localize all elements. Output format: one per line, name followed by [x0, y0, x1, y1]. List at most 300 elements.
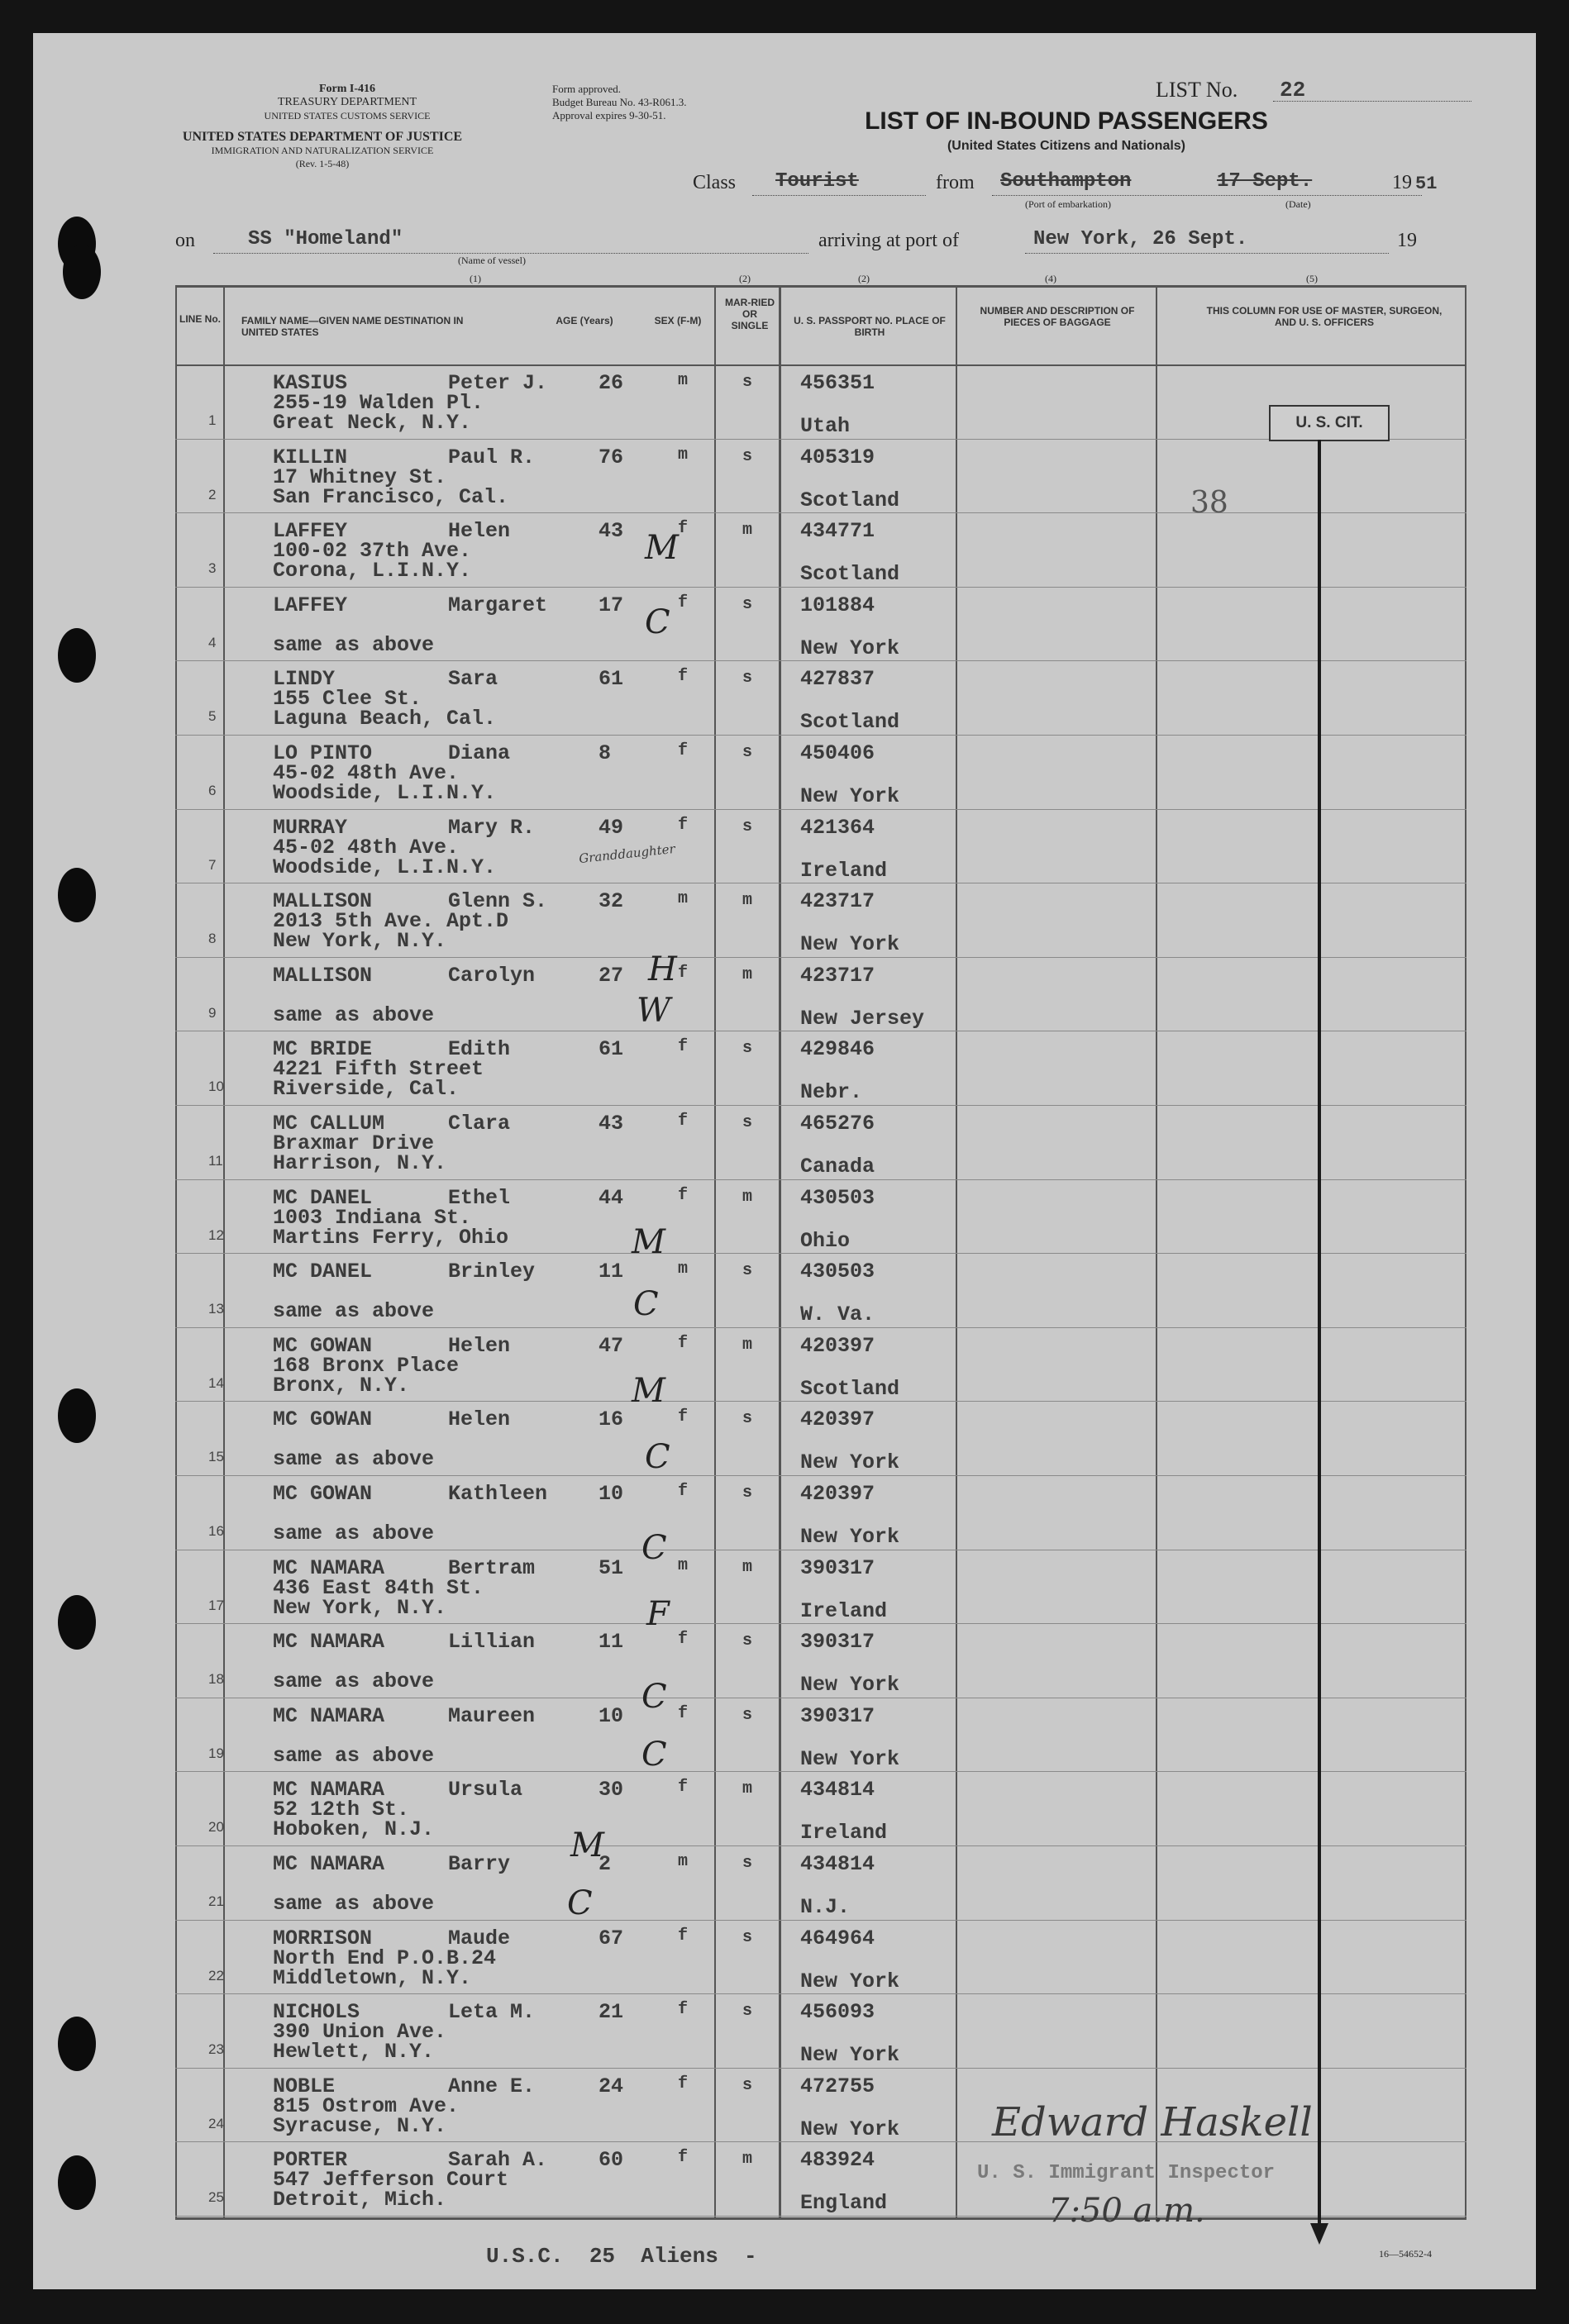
place-of-birth: New York [800, 636, 900, 660]
arrival-port: New York, 26 Sept. [1033, 228, 1248, 250]
class-label: Class [693, 172, 737, 193]
given-name: Sarah A. [448, 2148, 548, 2173]
line-number: 25 [208, 2189, 224, 2206]
granddaughter-note: Granddaughter [578, 841, 676, 867]
sex: m [678, 1260, 689, 1279]
passport-number: 450406 [800, 741, 875, 765]
passport-number: 430503 [800, 1185, 875, 1210]
address-line-2: Hewlett, N.Y. [273, 2040, 435, 2064]
marital-status: s [742, 1113, 753, 1132]
table-row [175, 1993, 1466, 2069]
marital-status: m [742, 1557, 753, 1577]
marital-status: s [742, 1261, 753, 1281]
marital-status: m [742, 1335, 753, 1355]
place-of-birth: Ireland [800, 858, 888, 883]
given-name: Clara [448, 1112, 511, 1136]
sex: f [678, 667, 689, 687]
address-line-1: 17 Whitney St. [273, 464, 447, 489]
line-number: 17 [208, 1597, 224, 1613]
binder-hole [58, 1595, 96, 1650]
sex: f [678, 1630, 689, 1650]
table-row [175, 1179, 1466, 1255]
line-number: 20 [208, 1819, 224, 1836]
passport-number: 456351 [800, 371, 875, 395]
given-name: Helen [448, 1407, 511, 1432]
place-of-birth: New York [800, 784, 900, 808]
sex: f [678, 1482, 689, 1501]
address-line-1: 45-02 48th Ave. [273, 835, 460, 860]
address-line-2: Harrison, N.Y. [273, 1151, 447, 1175]
address-line-1: 1003 Indiana St. [273, 1205, 472, 1230]
address-line-2: Laguna Beach, Cal. [273, 707, 497, 731]
age: 26 [599, 371, 624, 395]
family-name: MC BRIDE [273, 1037, 373, 1062]
table-row [175, 1253, 1466, 1328]
col-header-passport: U. S. PASSPORT NO. PLACE OF BIRTH [794, 315, 946, 338]
place-of-birth: Ireland [800, 1821, 888, 1845]
sex: f [678, 2000, 689, 2020]
line-number: 23 [208, 2041, 224, 2058]
address-line-1: 255-19 Walden Pl. [273, 391, 484, 415]
address-line-1: North End P.O.B.24 [273, 1945, 497, 1970]
family-name: MC DANEL [273, 1260, 373, 1284]
col-header-age: AGE (Years) [556, 315, 613, 326]
col-header-baggage: NUMBER AND DESCRIPTION OF PIECES OF BAGGAGE [980, 305, 1135, 328]
age: 17 [599, 593, 624, 617]
address-line-1: 815 Ostrom Ave. [273, 2093, 460, 2118]
table-row [175, 1401, 1466, 1476]
address-line-2: same as above [273, 1002, 435, 1027]
col-number-3: (2) [858, 273, 870, 284]
address-line-2: New York, N.Y. [273, 929, 447, 954]
family-name: MORRISON [273, 1926, 373, 1950]
passport-number: 420397 [800, 1482, 875, 1506]
passport-number: 390317 [800, 1555, 875, 1580]
handwritten-mark: C [641, 1678, 667, 1716]
vertical-arrow [1318, 440, 1321, 2223]
line-number: 14 [208, 1374, 224, 1391]
address-line-2: same as above [273, 1892, 435, 1916]
address-line-2: Martins Ferry, Ohio [273, 1225, 509, 1250]
age: 2 [599, 1852, 612, 1876]
passport-number: 101884 [800, 593, 875, 617]
table-row [175, 439, 1466, 514]
address-line-2: Detroit, Mich. [273, 2188, 447, 2212]
address-line-2: Syracuse, N.Y. [273, 2113, 447, 2138]
address-line-1: 155 Clee St. [273, 687, 422, 712]
marital-status: s [742, 743, 753, 762]
age: 61 [599, 1037, 624, 1062]
handwritten-mark: H [648, 950, 677, 988]
given-name: Edith [448, 1037, 511, 1062]
marital-status: s [742, 1705, 753, 1725]
table-row [175, 957, 1466, 1032]
given-name: Diana [448, 741, 511, 765]
place-of-birth: Canada [800, 1155, 875, 1179]
address-line-2: same as above [273, 1743, 435, 1768]
approval-block: Form approved. Budget Bureau No. 43-R061.3. Approval expires 9-30-51. [552, 83, 687, 121]
table-row [175, 1771, 1466, 1846]
sex: f [678, 1407, 689, 1427]
marital-status: m [742, 964, 753, 984]
marital-status: m [742, 521, 753, 541]
family-name: NICHOLS [273, 2000, 360, 2025]
embarkation-caption: (Port of embarkation) [1025, 198, 1111, 210]
table-row [175, 735, 1466, 810]
age: 11 [599, 1630, 624, 1655]
passenger-table [175, 285, 1466, 2219]
line-number: 15 [208, 1449, 224, 1465]
age: 76 [599, 445, 624, 469]
list-no-value: 22 [1280, 78, 1306, 102]
family-name: MC GOWAN [273, 1482, 373, 1506]
given-name: Helen [448, 1333, 511, 1358]
sex: m [678, 445, 689, 464]
given-name: Ursula [448, 1778, 523, 1803]
line-number: 2 [208, 486, 217, 502]
marital-status: s [742, 669, 753, 688]
handwritten-mark: M [632, 1223, 665, 1261]
marital-status: s [742, 1631, 753, 1651]
marital-status: m [742, 1779, 753, 1799]
address-line-1: 390 Union Ave. [273, 2020, 447, 2045]
print-code: 16—54652-4 [1379, 2248, 1432, 2260]
handwritten-mark: C [641, 1529, 667, 1567]
year-suffix: 51 [1415, 174, 1438, 194]
embarkation-port: Southampton [1000, 170, 1132, 193]
list-no-label: LIST No. [1156, 78, 1238, 102]
family-name: MALLISON [273, 889, 373, 914]
marital-status: m [742, 2150, 753, 2169]
sex: f [678, 1037, 689, 1057]
sex: f [678, 2148, 689, 2168]
page-title: LIST OF IN-BOUND PASSENGERS [865, 107, 1268, 135]
us-citizen-stamp: U. S. CIT. [1269, 405, 1390, 441]
sex: m [678, 889, 689, 909]
marital-status: s [742, 2075, 753, 2095]
place-of-birth: Scotland [800, 562, 900, 587]
family-name: MC NAMARA [273, 1703, 385, 1728]
age: 43 [599, 1112, 624, 1136]
line-number: 21 [208, 1893, 224, 1909]
sex: m [678, 1852, 689, 1871]
address-line-1: 4221 Fifth Street [273, 1057, 484, 1082]
col-header-name: FAMILY NAME—GIVEN NAME DESTINATION IN UNITED STATES [241, 315, 464, 338]
col-header-line: LINE No. [179, 313, 221, 325]
address-line-2: Riverside, Cal. [273, 1077, 460, 1102]
sex: f [678, 1333, 689, 1353]
address-line-1: 2013 5th Ave. Apt.D [273, 909, 509, 934]
address-line-2: Hoboken, N.J. [273, 1817, 435, 1842]
binder-hole [58, 868, 96, 922]
place-of-birth: W. Va. [800, 1302, 875, 1327]
address-line-2: Woodside, L.I.N.Y. [273, 781, 497, 805]
sex: f [678, 519, 689, 539]
given-name: Barry [448, 1852, 511, 1876]
address-line-2: same as above [273, 1669, 435, 1694]
address-line-2: same as above [273, 1522, 435, 1545]
age: 30 [599, 1778, 624, 1803]
line-number: 3 [208, 560, 217, 577]
place-of-birth: Nebr. [800, 1080, 863, 1105]
age: 8 [599, 741, 612, 765]
passport-number: 423717 [800, 963, 875, 988]
family-name: KILLIN [273, 445, 348, 469]
family-name: MALLISON [273, 963, 373, 988]
handwritten-mark: M [645, 529, 679, 567]
age: 10 [599, 1703, 624, 1728]
passport-number: 390317 [800, 1630, 875, 1655]
family-name: LAFFEY [273, 519, 348, 544]
family-name: KASIUS [273, 371, 348, 395]
address-line-1: 547 Jefferson Court [273, 2168, 509, 2193]
age: 11 [599, 1260, 624, 1284]
family-name: MC GOWAN [273, 1407, 373, 1432]
family-name: MC NAMARA [273, 1630, 385, 1655]
place-of-birth: Scotland [800, 1376, 900, 1401]
passport-number: 420397 [800, 1333, 875, 1358]
family-name: PORTER [273, 2148, 348, 2173]
place-of-birth: N.J. [800, 1895, 851, 1919]
sex: f [678, 741, 689, 760]
place-of-birth: New York [800, 932, 900, 957]
table-row [175, 1475, 1466, 1550]
passport-number: 465276 [800, 1112, 875, 1136]
line-number: 13 [208, 1301, 224, 1317]
table-row [175, 1920, 1466, 1995]
given-name: Peter J. [448, 371, 548, 395]
given-name: Bertram [448, 1555, 536, 1580]
family-name: NOBLE [273, 2074, 336, 2098]
vessel-name: SS "Homeland" [248, 228, 403, 250]
age: 27 [599, 963, 624, 988]
on-label: on [175, 230, 195, 251]
justice-header: UNITED STATES DEPARTMENT OF JUSTICE IMMIGRATION AND NATURALIZATION SERVICE (Rev. 1-5-48) [182, 130, 463, 169]
handwritten-mark: M [632, 1372, 665, 1410]
address-line-1: Braxmar Drive [273, 1131, 435, 1155]
age: 44 [599, 1185, 624, 1210]
passport-number: 472755 [800, 2074, 875, 2098]
arrow-head [1310, 2223, 1328, 2245]
inspector-stamp: U. S. Immigrant Inspector [977, 2162, 1276, 2184]
given-name: Maureen [448, 1703, 536, 1728]
handwritten-mark: C [645, 603, 670, 641]
family-name: LINDY [273, 667, 336, 692]
given-name: Glenn S. [448, 889, 548, 914]
binder-hole [58, 1388, 96, 1443]
marital-status: s [742, 1039, 753, 1059]
passport-number: 456093 [800, 2000, 875, 2025]
given-name: Carolyn [448, 963, 536, 988]
passport-number: 423717 [800, 889, 875, 914]
line-number: 18 [208, 1671, 224, 1688]
line-number: 7 [208, 856, 217, 873]
table-row [175, 883, 1466, 958]
given-name: Lillian [448, 1630, 536, 1655]
age: 51 [599, 1555, 624, 1580]
address-line-1: 436 East 84th St. [273, 1575, 484, 1600]
table-row [175, 512, 1466, 588]
embarkation-date: 17 Sept. [1217, 170, 1313, 193]
place-of-birth: New York [800, 2043, 900, 2068]
sex: f [678, 1778, 689, 1798]
marital-status: s [742, 817, 753, 836]
given-name: Helen [448, 519, 511, 544]
address-line-2: same as above [273, 632, 435, 657]
passport-number: 427837 [800, 667, 875, 692]
handwritten-mark: C [567, 1884, 593, 1922]
place-of-birth: Ohio [800, 1228, 851, 1253]
date-caption: (Date) [1285, 198, 1311, 210]
place-of-birth: New Jersey [800, 1006, 925, 1031]
table-row [175, 1031, 1466, 1106]
address-line-2: Middletown, N.Y. [273, 1965, 472, 1990]
passport-number: 430503 [800, 1260, 875, 1284]
from-label: from [936, 172, 975, 193]
place-of-birth: Utah [800, 414, 851, 438]
given-name: Paul R. [448, 445, 536, 469]
given-name: Leta M. [448, 2000, 536, 2025]
marital-status: s [742, 1409, 753, 1429]
binder-hole [63, 245, 101, 299]
marital-status: s [742, 1854, 753, 1873]
given-name: Anne E. [448, 2074, 536, 2098]
address-line-1: 52 12th St. [273, 1798, 410, 1822]
handwritten-mark: C [641, 1736, 667, 1774]
passport-number: 421364 [800, 815, 875, 840]
sex: f [678, 1926, 689, 1945]
place-of-birth: New York [800, 2117, 900, 2141]
given-name: Brinley [448, 1260, 536, 1284]
table-row [175, 1105, 1466, 1180]
col-number-4: (4) [1045, 273, 1056, 284]
age: 43 [599, 519, 624, 544]
place-of-birth: New York [800, 1969, 900, 1993]
age: 49 [599, 815, 624, 840]
passport-number: 429846 [800, 1037, 875, 1062]
page-subtitle: (United States Citizens and Nationals) [947, 139, 1186, 153]
address-line-1: 168 Bronx Place [273, 1353, 460, 1378]
place-of-birth: Ireland [800, 1598, 888, 1623]
handwritten-mark: M [570, 1826, 604, 1864]
given-name: Maude [448, 1926, 511, 1950]
sex: f [678, 963, 689, 983]
place-of-birth: England [800, 2191, 888, 2216]
address-line-1: 100-02 37th Ave. [273, 539, 472, 564]
age: 67 [599, 1926, 624, 1950]
line-number: 8 [208, 931, 217, 947]
table-row [175, 660, 1466, 736]
passport-number: 405319 [800, 445, 875, 469]
footer-aliens: U.S.C. 25 Aliens - [486, 2244, 757, 2269]
given-name: Mary R. [448, 815, 536, 840]
age: 32 [599, 889, 624, 914]
agency-header: Form I-416 TREASURY DEPARTMENT UNITED STATES CUSTOMS SERVICE [264, 83, 431, 121]
address-line-2: Bronx, N.Y. [273, 1373, 410, 1398]
family-name: MC NAMARA [273, 1555, 385, 1580]
place-of-birth: Scotland [800, 710, 900, 735]
handwritten-mark: C [645, 1438, 670, 1476]
line-number: 4 [208, 634, 217, 650]
place-of-birth: New York [800, 1673, 900, 1698]
arrival-year: 19 [1397, 230, 1417, 251]
address-line-2: New York, N.Y. [273, 1595, 447, 1620]
passport-number: 434771 [800, 519, 875, 544]
vessel-caption: (Name of vessel) [458, 255, 526, 266]
line-number: 6 [208, 783, 217, 798]
inspector-signature: Edward Haskell [992, 2099, 1313, 2145]
binder-hole [58, 628, 96, 683]
handwritten-mark: C [633, 1285, 659, 1323]
table-row [175, 1550, 1466, 1625]
passport-number: 483924 [800, 2148, 875, 2173]
marital-status: m [742, 891, 753, 911]
family-name: LO PINTO [273, 741, 373, 765]
sex: f [678, 1703, 689, 1723]
binder-hole [58, 2155, 96, 2210]
passport-number: 434814 [800, 1852, 875, 1876]
age: 61 [599, 667, 624, 692]
given-name: Kathleen [448, 1482, 548, 1506]
class-value: Tourist [775, 170, 859, 193]
passport-number: 390317 [800, 1703, 875, 1728]
place-of-birth: Scotland [800, 488, 900, 512]
age: 47 [599, 1333, 624, 1358]
address-line-2: same as above [273, 1447, 435, 1472]
family-name: MC NAMARA [273, 1852, 385, 1876]
address-line-2: Woodside, L.I.N.Y. [273, 855, 497, 879]
line-number: 19 [208, 1745, 224, 1761]
age: 21 [599, 2000, 624, 2025]
marital-status: s [742, 446, 753, 466]
table-row [175, 809, 1466, 884]
age: 24 [599, 2074, 624, 2098]
col-number-5: (5) [1306, 273, 1318, 284]
line-number: 16 [208, 1523, 224, 1539]
line-number: 5 [208, 708, 217, 725]
place-of-birth: New York [800, 1450, 900, 1475]
age: 60 [599, 2148, 624, 2173]
arriving-label: arriving at port of [818, 230, 959, 251]
given-name: Ethel [448, 1185, 511, 1210]
table-row [175, 1845, 1466, 1921]
line-number: 24 [208, 2115, 224, 2131]
passport-number: 464964 [800, 1926, 875, 1950]
table-row [175, 1327, 1466, 1402]
handwritten-mark: F [646, 1595, 670, 1633]
marital-status: s [742, 594, 753, 614]
passport-number: 420397 [800, 1407, 875, 1432]
marital-status: m [742, 1187, 753, 1207]
line-number: 22 [208, 1967, 224, 1983]
family-name: MC GOWAN [273, 1333, 373, 1358]
col-header-married: MAR-RIED OR SINGLE [725, 297, 775, 331]
address-line-2: same as above [273, 1299, 435, 1324]
line-number: 10 [208, 1079, 224, 1095]
col-number-2: (2) [739, 273, 751, 284]
sex: m [678, 1555, 689, 1575]
binder-hole [58, 2017, 96, 2071]
line-number: 11 [208, 1153, 223, 1169]
place-of-birth: New York [800, 1746, 900, 1771]
sex: m [678, 371, 689, 390]
line-number: 12 [208, 1226, 224, 1243]
sex: f [678, 593, 689, 612]
time-note: 7:50 a.m. [1048, 2192, 1205, 2230]
marital-status: s [742, 2002, 753, 2022]
handwritten-mark: W [637, 992, 671, 1030]
marital-status: s [742, 1927, 753, 1947]
